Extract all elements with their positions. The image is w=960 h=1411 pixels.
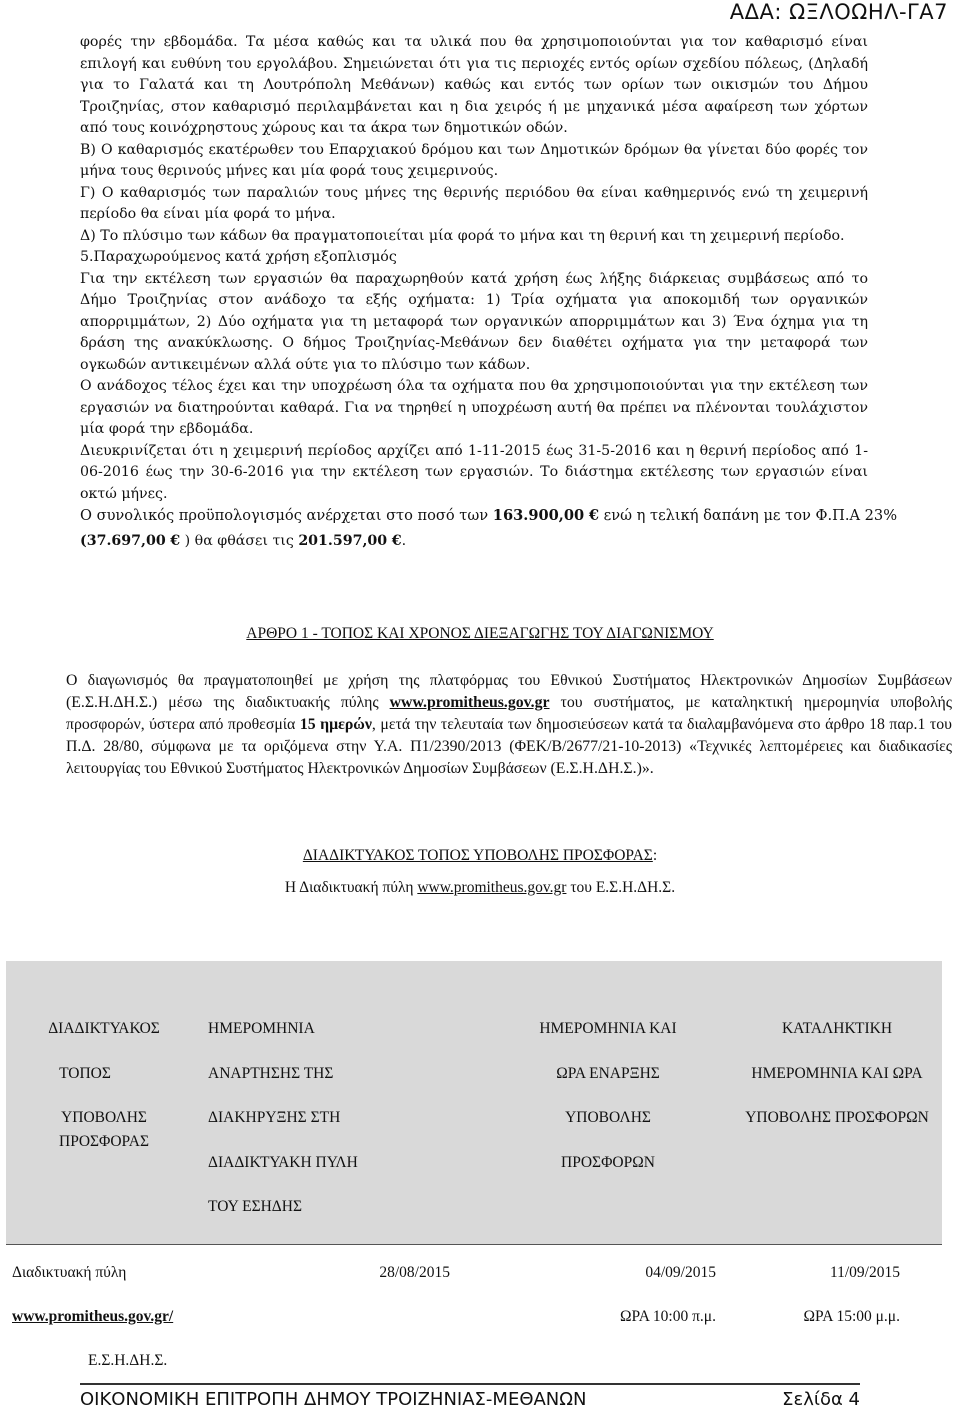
table-link[interactable]: www.promitheus.gov.gr/ [12, 1307, 174, 1325]
deadline-days: 15 ημερών [299, 716, 372, 733]
article-title: ΑΡΘΡΟ 1 - ΤΟΠΟΣ ΚΑΙ ΧΡΟΝΟΣ ΔΙΕΞΑΓΩΓΗΣ ΤΟΥ ΔΙΑΓΩΝΙΣΜΟΥ [246, 625, 714, 642]
intro-paragraph: Διευκρινίζεται ότι η χειμερινή περίοδος αρχίζει από 1-11-2015 έως 31-5-2016 και η θερινή περίοδος από 1-06-2016 έως την 30-6-2016 για την εκτέλεση των εργασιών. Το διάστημα εκτέλεσης των εργασιών είναι οκτώ μήνες. [80, 442, 868, 502]
page-footer [80, 1383, 860, 1410]
footer-committee: ΟΙΚΟΝΟΜΙΚΗ ΕΠΙΤΡΟΠΗ ΔΗΜΟΥ ΤΡΟΙΖΗΝΙΑΣ-ΜΕΘΑΝΩΝ [80, 1389, 587, 1410]
header-cell: ΚΑΤΑΛΗΚΤΙΚΗ ΗΜΕΡΟΜΗΝΙΑ ΚΑΙ ΩΡΑ ΥΠΟΒΟΛΗΣ ΠΡΟΣΦΟΡΩΝ [732, 961, 942, 1244]
vat-amount: (37.697,00 [80, 532, 166, 549]
article-body [66, 670, 952, 780]
article-paragraph: Ο διαγωνισμός θα πραγματοποιηθεί με χρήση της πλατφόρμας του Εθνικού Συστήματος Ηλεκτρονικών Δημοσίων Συμβάσεων (Ε.Σ.Η.ΔΗ.Σ.) μέσω της διαδικτυακής πύλης www.promitheus.gov.gr του συστήματος, με καταληκτική ημερομηνία υποβολής προσφορών, ύστερα από προθεσμία 15 ημερών, μετά την τελευταία των δημοσιεύσεων κατά τα διαλαμβανόμενα στο άρθρο 18 παρ.1 του Π.Δ. 28/80, σύμφωνα με τα οριζόμενα στην Υ.Α. Π1/2390/2013 (ΦΕΚ/Β/2677/21-10-2013) «Τεχνικές λεπτομέρειες και διαδικασίες λειτουργίας του Εθνικού Συστήματος Ηλεκτρονικών Δημοσίων Συμβάσεων (Ε.Σ.Η.ΔΗ.Σ.)». [66, 672, 952, 777]
web-place-line: Η Διαδικτυακή πύλη www.promitheus.gov.gr του Ε.Σ.Η.ΔΗ.Σ. [284, 879, 676, 896]
intro-paragraph: Για την εκτέλεση των εργασιών θα παραχωρηθούν κατά χρήση έως λήξης διάρκειας συμβάσεως από το Δήμο Τροιζηνίας στον ανάδοχο τα εξής οχήματα: 1) Τρία οχήματα για αποκομιδή των οργανικών απορριμμάτων, 2) Δύο οχήματα για τη μεταφορά των οργανικών απορριμμάτων και 3) Ένα όχημα για τη δράση της ανακύκλωσης. Ο δήμος Τροιζηνίας-Μεθάνων δεν διαθέτει οχήματα για την μεταφορά των ογκωδών αντικειμένων αλλά ούτε για το πλύσιμο των κάδων. [80, 270, 868, 373]
ada-code: ΑΔΑ: ΩΞΛΟΩΗΛ-ΓΑ7 [729, 0, 948, 24]
web-place-link[interactable]: www.promitheus.gov.gr [417, 879, 567, 896]
total-amount: 201.597,00 [298, 532, 388, 549]
table-header-row [6, 961, 942, 1244]
intro-paragraph: Γ) Ο καθαρισμός των παραλιών τους μήνες της θερινής περιόδου θα είναι καθημερινός ενώ τη χειμερινή περίοδο θα είναι μία φορά το μήνα. [80, 184, 868, 222]
intro-paragraph: Ο ανάδοχος τέλος έχει και την υποχρέωση όλα τα οχήματα που θα χρησιμοποιούνται για την εκτέλεση των εργασιών να διατηρούνται καθαρά. Για να τηρηθεί η υποχρέωση αυτή θα πρέπει να πλένονται τουλάχιστον μία φορά την εβδομάδα. [80, 378, 868, 437]
header-cell: ΔΙΑΔΙΚΤΥΑΚΟΣ ΤΟΠΟΣ ΥΠΟΒΟΛΗΣ ΠΡΟΣΦΟΡΑΣ [6, 961, 202, 1244]
intro-paragraph: φορές την εβδομάδα. Τα μέσα καθώς και τα υλικά που θα χρησιμοποιούνται για τον καθαρισμό είναι επιλογή και ευθύνη του εργολάβου. Σημειώνεται ότι για τις περιοχές εντός ορίων σχεδίου πόλεως, (Δηλαδή για το Γαλατά και τη Λουτρόπολη Μεθάνων) καθώς και εντός των ορίων των οικισμών του Δήμου Τροιζηνίας, στον καθαρισμό περιλαμβάνεται και η δια χειρός ή με μηχανικά μέσα αφαίρεση των χόρτων από τους κοινόχρηστους χώρους και τα άκρα των δημοτικών οδών. [80, 34, 868, 136]
header-cell: ΗΜΕΡΟΜΗΝΙΑ ΚΑΙ ΩΡΑ ΕΝΑΡΞΗΣ ΥΠΟΒΟΛΗΣ ΠΡΟΣΦΟΡΩΝ [484, 961, 732, 1244]
budget-amount: 163.900,00 [492, 507, 585, 524]
submission-table [6, 961, 942, 1383]
intro-paragraph: Δ) Το πλύσιμο των κάδων θα πραγματοποιείται μία φορά το μήνα και τη θερινή και τη χειμερινή περίοδο. [80, 227, 845, 244]
table-cell: 28/08/2015 [202, 1244, 484, 1383]
budget-line-2: (37.697,00 € ) θα φθάσει τις 201.597,00 €. [80, 532, 407, 549]
table-cell: 04/09/2015 ΩΡΑ 10:00 π.μ. [484, 1244, 732, 1383]
table-row [6, 1244, 942, 1383]
promitheus-link[interactable]: www.promitheus.gov.gr [389, 694, 550, 711]
intro-text [80, 32, 898, 552]
header-cell: ΗΜΕΡΟΜΗΝΙΑ ΑΝΑΡΤΗΣΗΣ ΤΗΣ ΔΙΑΚΗΡΥΞΗΣ ΣΤΗ ΔΙΑΔΙΚΤΥΑΚΗ ΠΥΛΗ ΤΟΥ ΕΣΗΔΗΣ [202, 961, 484, 1244]
equipment-heading: 5.Παραχωρούμενος κατά χρήση εξοπλισμός [80, 249, 397, 265]
table-cell: Διαδικτυακή πύλη www.promitheus.gov.gr/ Ε.Σ.Η.ΔΗ.Σ. [6, 1244, 202, 1383]
page-number: Σελίδα 4 [782, 1389, 860, 1410]
budget-line: Ο συνολικός προϋπολογισμός ανέρχεται στο ποσό των 163.900,00 € ενώ η τελική δαπάνη με τον Φ.Π.Α 23% [80, 507, 898, 524]
table-cell: 11/09/2015 ΩΡΑ 15:00 μ.μ. [732, 1244, 942, 1383]
intro-paragraph: Β) Ο καθαρισμός εκατέρωθεν του Επαρχιακού δρόμου και των Δημοτικών δρόμων θα γίνεται δύο φορές τον μήνα τους θερινούς μήνες και μία φορά τους χειμερινούς. [80, 141, 868, 179]
web-place-heading: ΔΙΑΔΙΚΤΥΑΚΟΣ ΤΟΠΟΣ ΥΠΟΒΟΛΗΣ ΠΡΟΣΦΟΡΑΣ: [302, 847, 658, 864]
